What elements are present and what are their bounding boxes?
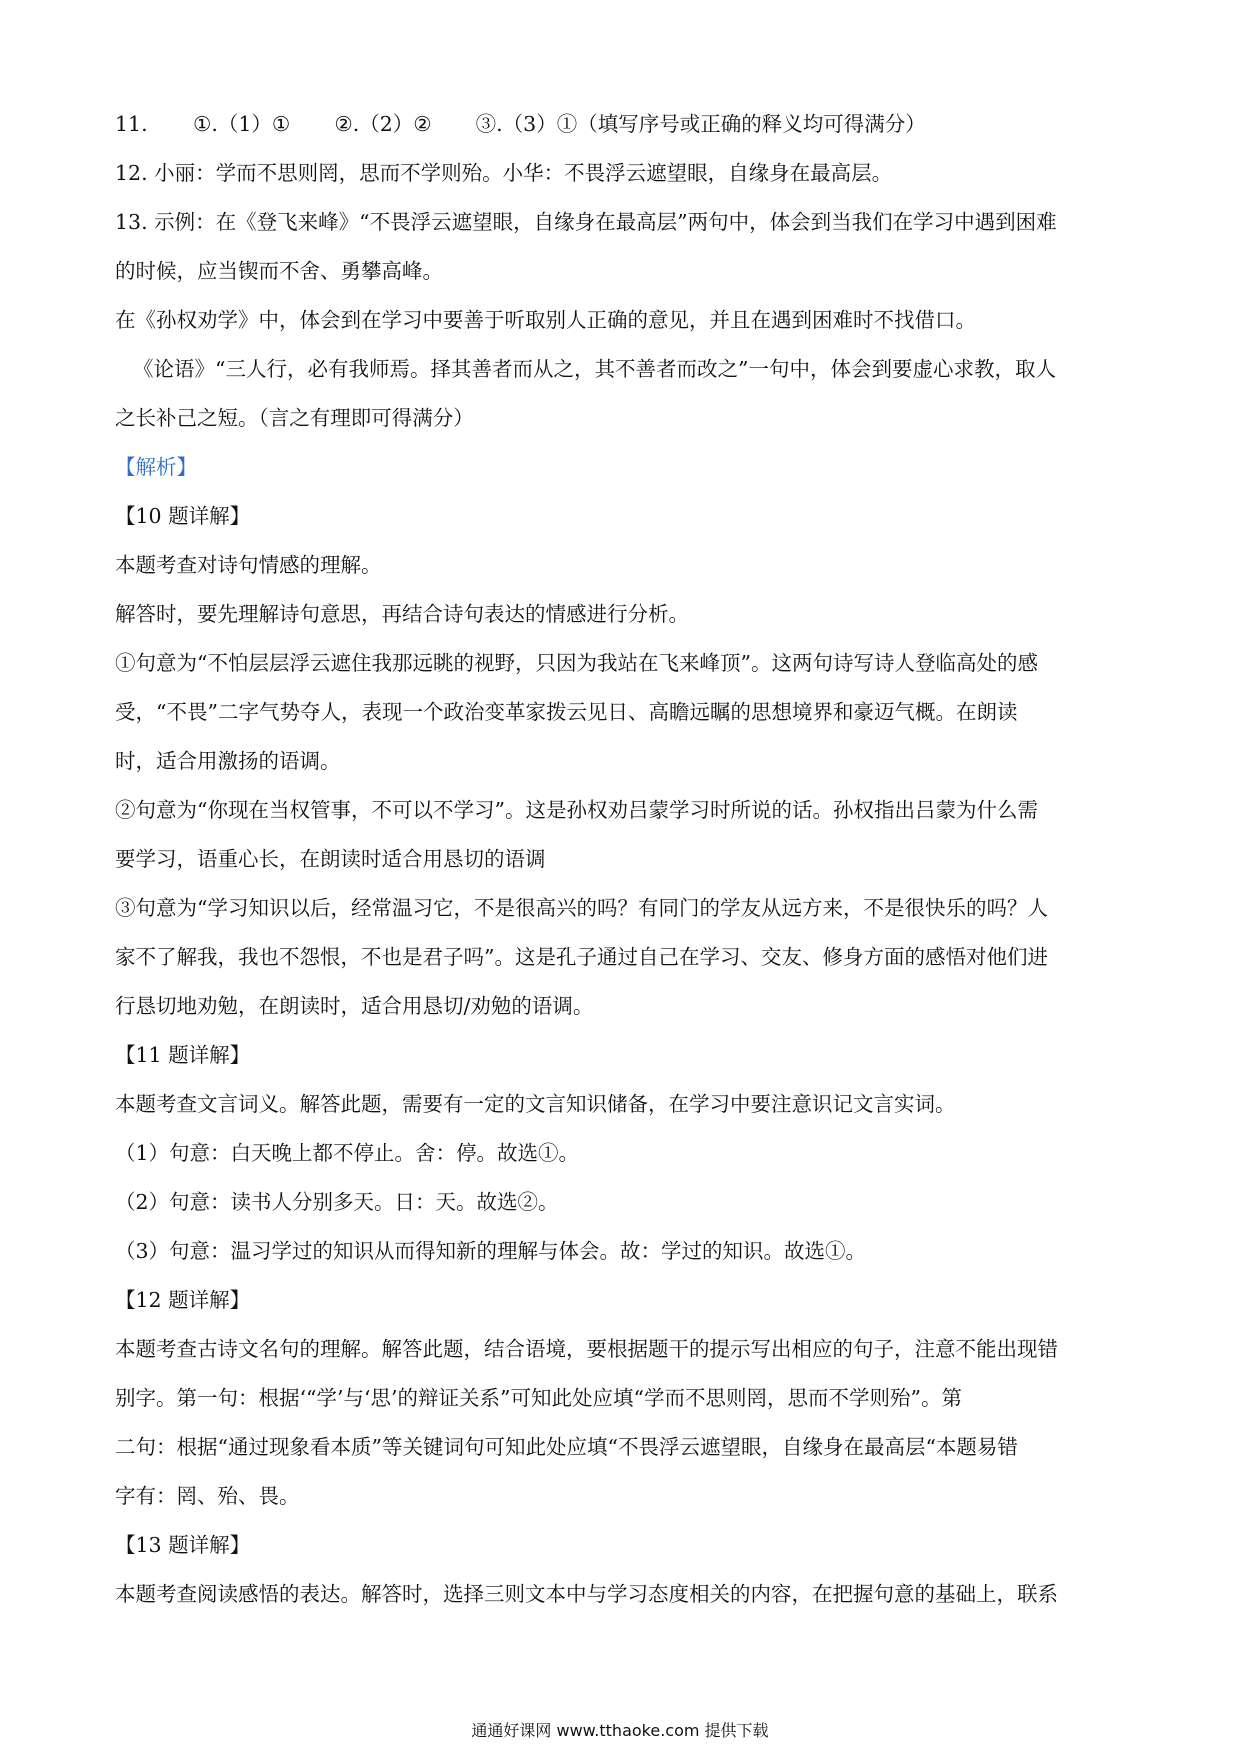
- section-12-line-1: 本题考查古诗文名句的理解。解答此题，结合语境，要根据题干的提示写出相应的句子，注意不能出现错: [115, 1337, 1058, 1361]
- section-10-line-1: 本题考查对诗句情感的理解。: [115, 553, 382, 577]
- document-body: [115, 100, 1135, 1619]
- section-11-line-4: （3）句意：温习学过的知识从而得知新的理解与体会。故：学过的知识。故选①。: [115, 1239, 867, 1263]
- answer-13-line-4: 《论语》“三人行，必有我师焉。择其善者而从之，其不善者而改之”一句中，体会到要虚心求教，取人: [133, 357, 1056, 381]
- section-10-line-3: ①句意为“不怕层层浮云遮住我那远眺的视野，只因为我站在飞来峰顶”。这两句诗写诗人登临高处的感: [115, 651, 1038, 675]
- answer-11: [115, 100, 1135, 149]
- answer-13-line-3: 在《孙权劝学》中，体会到在学习中要善于听取别人正确的意见，并且在遇到困难时不找借口。: [115, 308, 976, 332]
- answer-11-option-2: ②.（2）②: [334, 112, 432, 136]
- section-11-heading: 【11 题详解】: [115, 1043, 251, 1067]
- section-13-heading: 【13 题详解】: [115, 1533, 251, 1557]
- answer-12: 12. 小丽：学而不思则罔，思而不学则殆。小华：不畏浮云遮望眼，自缘身在最高层。: [115, 161, 893, 185]
- section-11-line-1: 本题考查文言词义。解答此题，需要有一定的文言知识储备，在学习中要注意识记文言实词。: [115, 1092, 956, 1116]
- answer-11-number: 11.: [115, 112, 148, 136]
- section-10-line-9: 家不了解我，我也不怨恨，不也是君子吗”。这是孔子通过自己在学习、交友、修身方面的感悟对他们进: [115, 945, 1048, 969]
- section-11-line-2: （1）句意：白天晚上都不停止。舍：停。故选①。: [115, 1141, 580, 1165]
- section-10-line-5: 时，适合用激扬的语调。: [115, 749, 341, 773]
- section-10-line-6: ②句意为“你现在当权管事，不可以不学习”。这是孙权劝吕蒙学习时所说的话。孙权指出吕蒙为什么需: [115, 798, 1038, 822]
- section-10-line-8: ③句意为“学习知识以后，经常温习它，不是很高兴的吗？有同门的学友从远方来，不是很快乐的吗？人: [115, 896, 1048, 920]
- section-10-line-7: 要学习，语重心长，在朗读时适合用恳切的语调: [115, 847, 546, 871]
- section-13-line-1: 本题考查阅读感悟的表达。解答时，选择三则文本中与学习态度相关的内容，在把握句意的基础上，联系: [115, 1582, 1058, 1606]
- section-12-line-2: 别字。第一句：根据‘“学’与‘思’的辩证关系”可知此处应填“学而不思则罔，思而不学则殆”。第: [115, 1386, 962, 1410]
- section-10-line-10: 行恳切地劝勉，在朗读时，适合用恳切/劝勉的语调。: [115, 994, 594, 1018]
- answer-11-option-3: ③.（3）①（填写序号或正确的释义均可得满分）: [475, 112, 926, 136]
- section-12-line-3: 二句：根据“通过现象看本质”等关键词句可知此处应填“不畏浮云遮望眼，自缘身在最高层“本题易错: [115, 1435, 1018, 1459]
- section-10-line-4: 受，“不畏”二字气势夺人，表现一个政治变革家拨云见日、高瞻远瞩的思想境界和豪迈气概。在朗读: [115, 700, 1018, 724]
- section-12-heading: 【12 题详解】: [115, 1288, 251, 1312]
- section-10-heading: 【10 题详解】: [115, 504, 251, 528]
- answer-13-line-2: 的时候，应当锲而不舍、勇攀高峰。: [115, 259, 443, 283]
- answer-13-line-5: 之长补己之短。（言之有理即可得满分）: [115, 406, 474, 430]
- answer-11-option-1: ①.（1）①: [193, 112, 291, 136]
- section-11-line-3: （2）句意：读书人分别多天。日：天。故选②。: [115, 1190, 559, 1214]
- analysis-heading: 【解析】: [115, 455, 197, 479]
- page-footer: 通通好课网 www.tthaoke.com 提供下载: [471, 1721, 769, 1740]
- section-10-line-2: 解答时，要先理解诗句意思，再结合诗句表达的情感进行分析。: [115, 602, 689, 626]
- section-12-line-4: 字有：罔、殆、畏。: [115, 1484, 300, 1508]
- answer-13-line-1: 13. 示例：在《登飞来峰》“不畏浮云遮望眼，自缘身在最高层”两句中，体会到当我们在学习中遇到困难: [115, 210, 1057, 234]
